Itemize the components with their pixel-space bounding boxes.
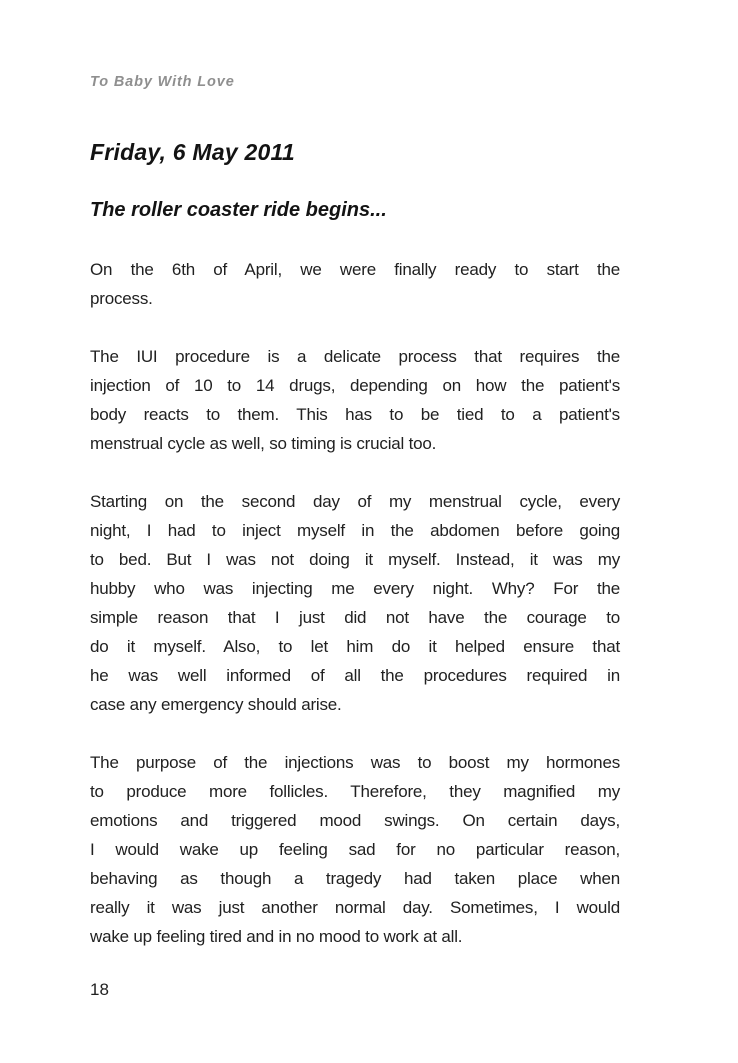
text-line: case any emergency should arise. bbox=[90, 695, 342, 714]
text-line: The IUI procedure is a delicate process that requires the bbox=[90, 347, 620, 366]
text-line: hubby who was injecting me every night. Why? For the bbox=[90, 579, 620, 598]
text-line: do it myself. Also, to let him do it helped ensure that bbox=[90, 637, 620, 656]
text-line: to produce more follicles. Therefore, they magnified my bbox=[90, 782, 620, 801]
text-line: really it was just another normal day. Sometimes, I would bbox=[90, 898, 620, 917]
body-text bbox=[90, 255, 620, 951]
content-column bbox=[90, 139, 620, 980]
text-line: menstrual cycle as well, so timing is crucial too. bbox=[90, 434, 437, 453]
text-line: simple reason that I just did not have the courage to bbox=[90, 608, 620, 627]
text-line: Starting on the second day of my menstrual cycle, every bbox=[90, 492, 620, 511]
text-line: I would wake up feeling sad for no particular reason, bbox=[90, 840, 620, 859]
section-title: The roller coaster ride begins... bbox=[90, 199, 387, 221]
text-line: body reacts to them. This has to be tied to a patient's bbox=[90, 405, 620, 424]
text-line: The purpose of the injections was to boost my hormones bbox=[90, 753, 620, 772]
text-line: process. bbox=[90, 289, 153, 308]
text-line: injection of 10 to 14 drugs, depending on how the patient's bbox=[90, 376, 620, 395]
text-line: behaving as though a tragedy had taken place when bbox=[90, 869, 620, 888]
date-heading: Friday, 6 May 2011 bbox=[90, 139, 295, 165]
text-line: wake up feeling tired and in no mood to work at all. bbox=[90, 927, 463, 946]
paragraph bbox=[90, 748, 620, 951]
text-line: to bed. But I was not doing it myself. Instead, it was my bbox=[90, 550, 620, 569]
running-header: To Baby With Love bbox=[90, 74, 235, 90]
text-line: he was well informed of all the procedures required in bbox=[90, 666, 620, 685]
text-line: night, I had to inject myself in the abdomen before going bbox=[90, 521, 620, 540]
paragraph bbox=[90, 342, 620, 458]
text-line: On the 6th of April, we were finally ready to start the bbox=[90, 260, 620, 279]
paragraph bbox=[90, 487, 620, 719]
text-line: emotions and triggered mood swings. On certain days, bbox=[90, 811, 620, 830]
page-number: 18 bbox=[90, 980, 109, 999]
paragraph bbox=[90, 255, 620, 313]
